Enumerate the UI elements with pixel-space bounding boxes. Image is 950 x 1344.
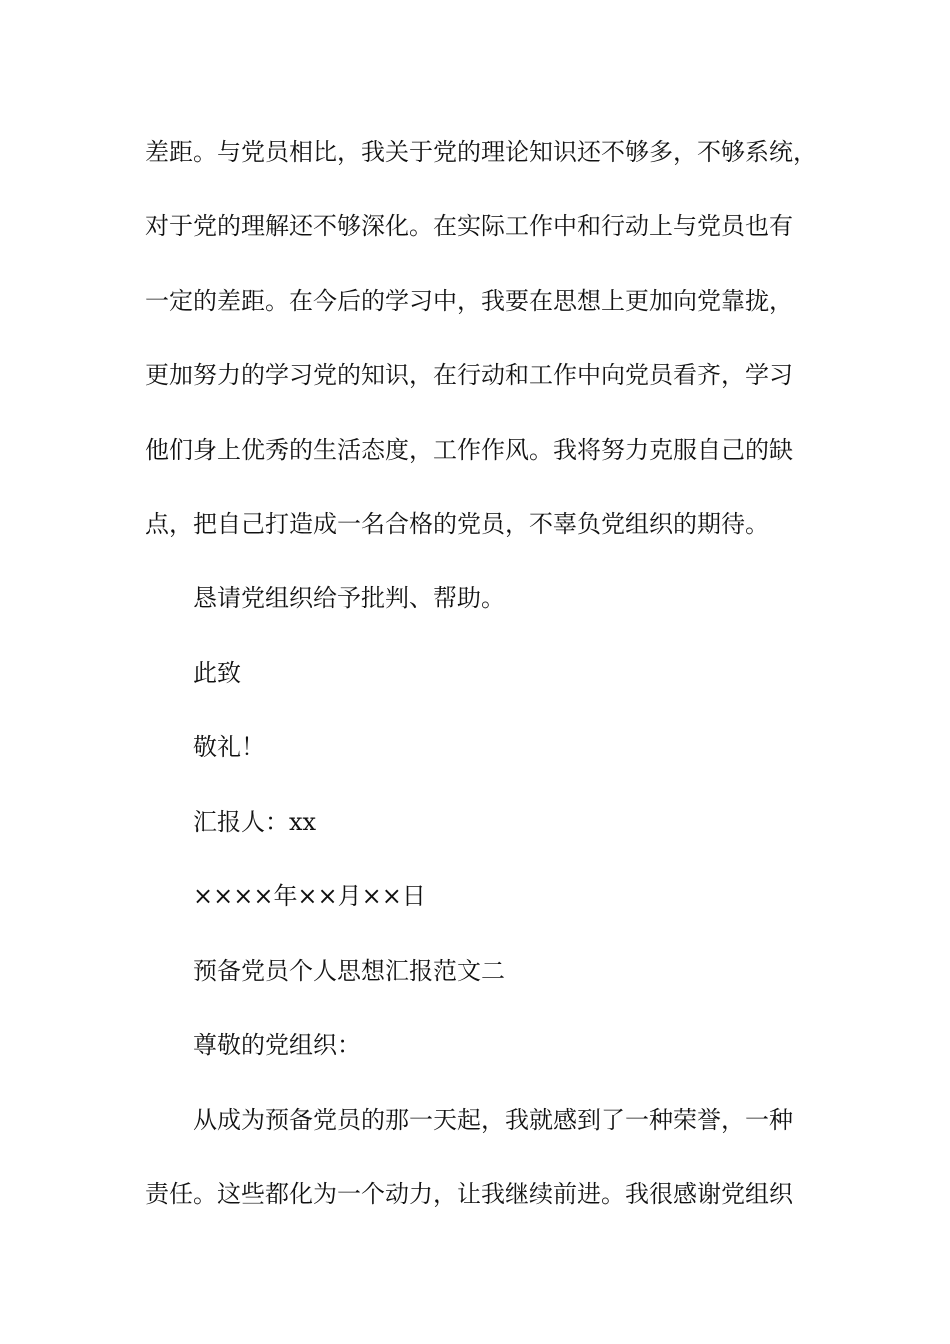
request-line: 恳请党组织给予批判、帮助。 xyxy=(193,584,505,612)
paragraph-line: 从成为预备党员的那一天起，我就感到了一种荣誉，一种 xyxy=(193,1106,793,1134)
paragraph-line: 对于党的理解还不够深化。在实际工作中和行动上与党员也有 xyxy=(145,212,793,240)
paragraph-line: 责任。这些都化为一个动力，让我继续前进。我很感谢党组织 xyxy=(145,1180,793,1208)
greeting-line: 尊敬的党组织： xyxy=(193,1031,361,1059)
date-line: ××××年××月××日 xyxy=(193,882,426,910)
paragraph-line: 他们身上优秀的生活态度，工作作风。我将努力克服自己的缺 xyxy=(145,436,793,464)
closing-regards: 敬礼！ xyxy=(193,733,265,761)
paragraph-line: 差距。与党员相比，我关于党的理论知识还不够多，不够系统， xyxy=(145,138,817,166)
reporter-line: 汇报人：xx xyxy=(193,808,317,836)
paragraph-line: 点，把自己打造成一名合格的党员，不辜负党组织的期待。 xyxy=(145,510,769,538)
section-title: 预备党员个人思想汇报范文二 xyxy=(193,957,505,985)
closing-salutation: 此致 xyxy=(193,659,241,687)
paragraph-line: 一定的差距。在今后的学习中，我要在思想上更加向党靠拢， xyxy=(145,287,793,315)
paragraph-line: 更加努力的学习党的知识，在行动和工作中向党员看齐，学习 xyxy=(145,361,793,389)
